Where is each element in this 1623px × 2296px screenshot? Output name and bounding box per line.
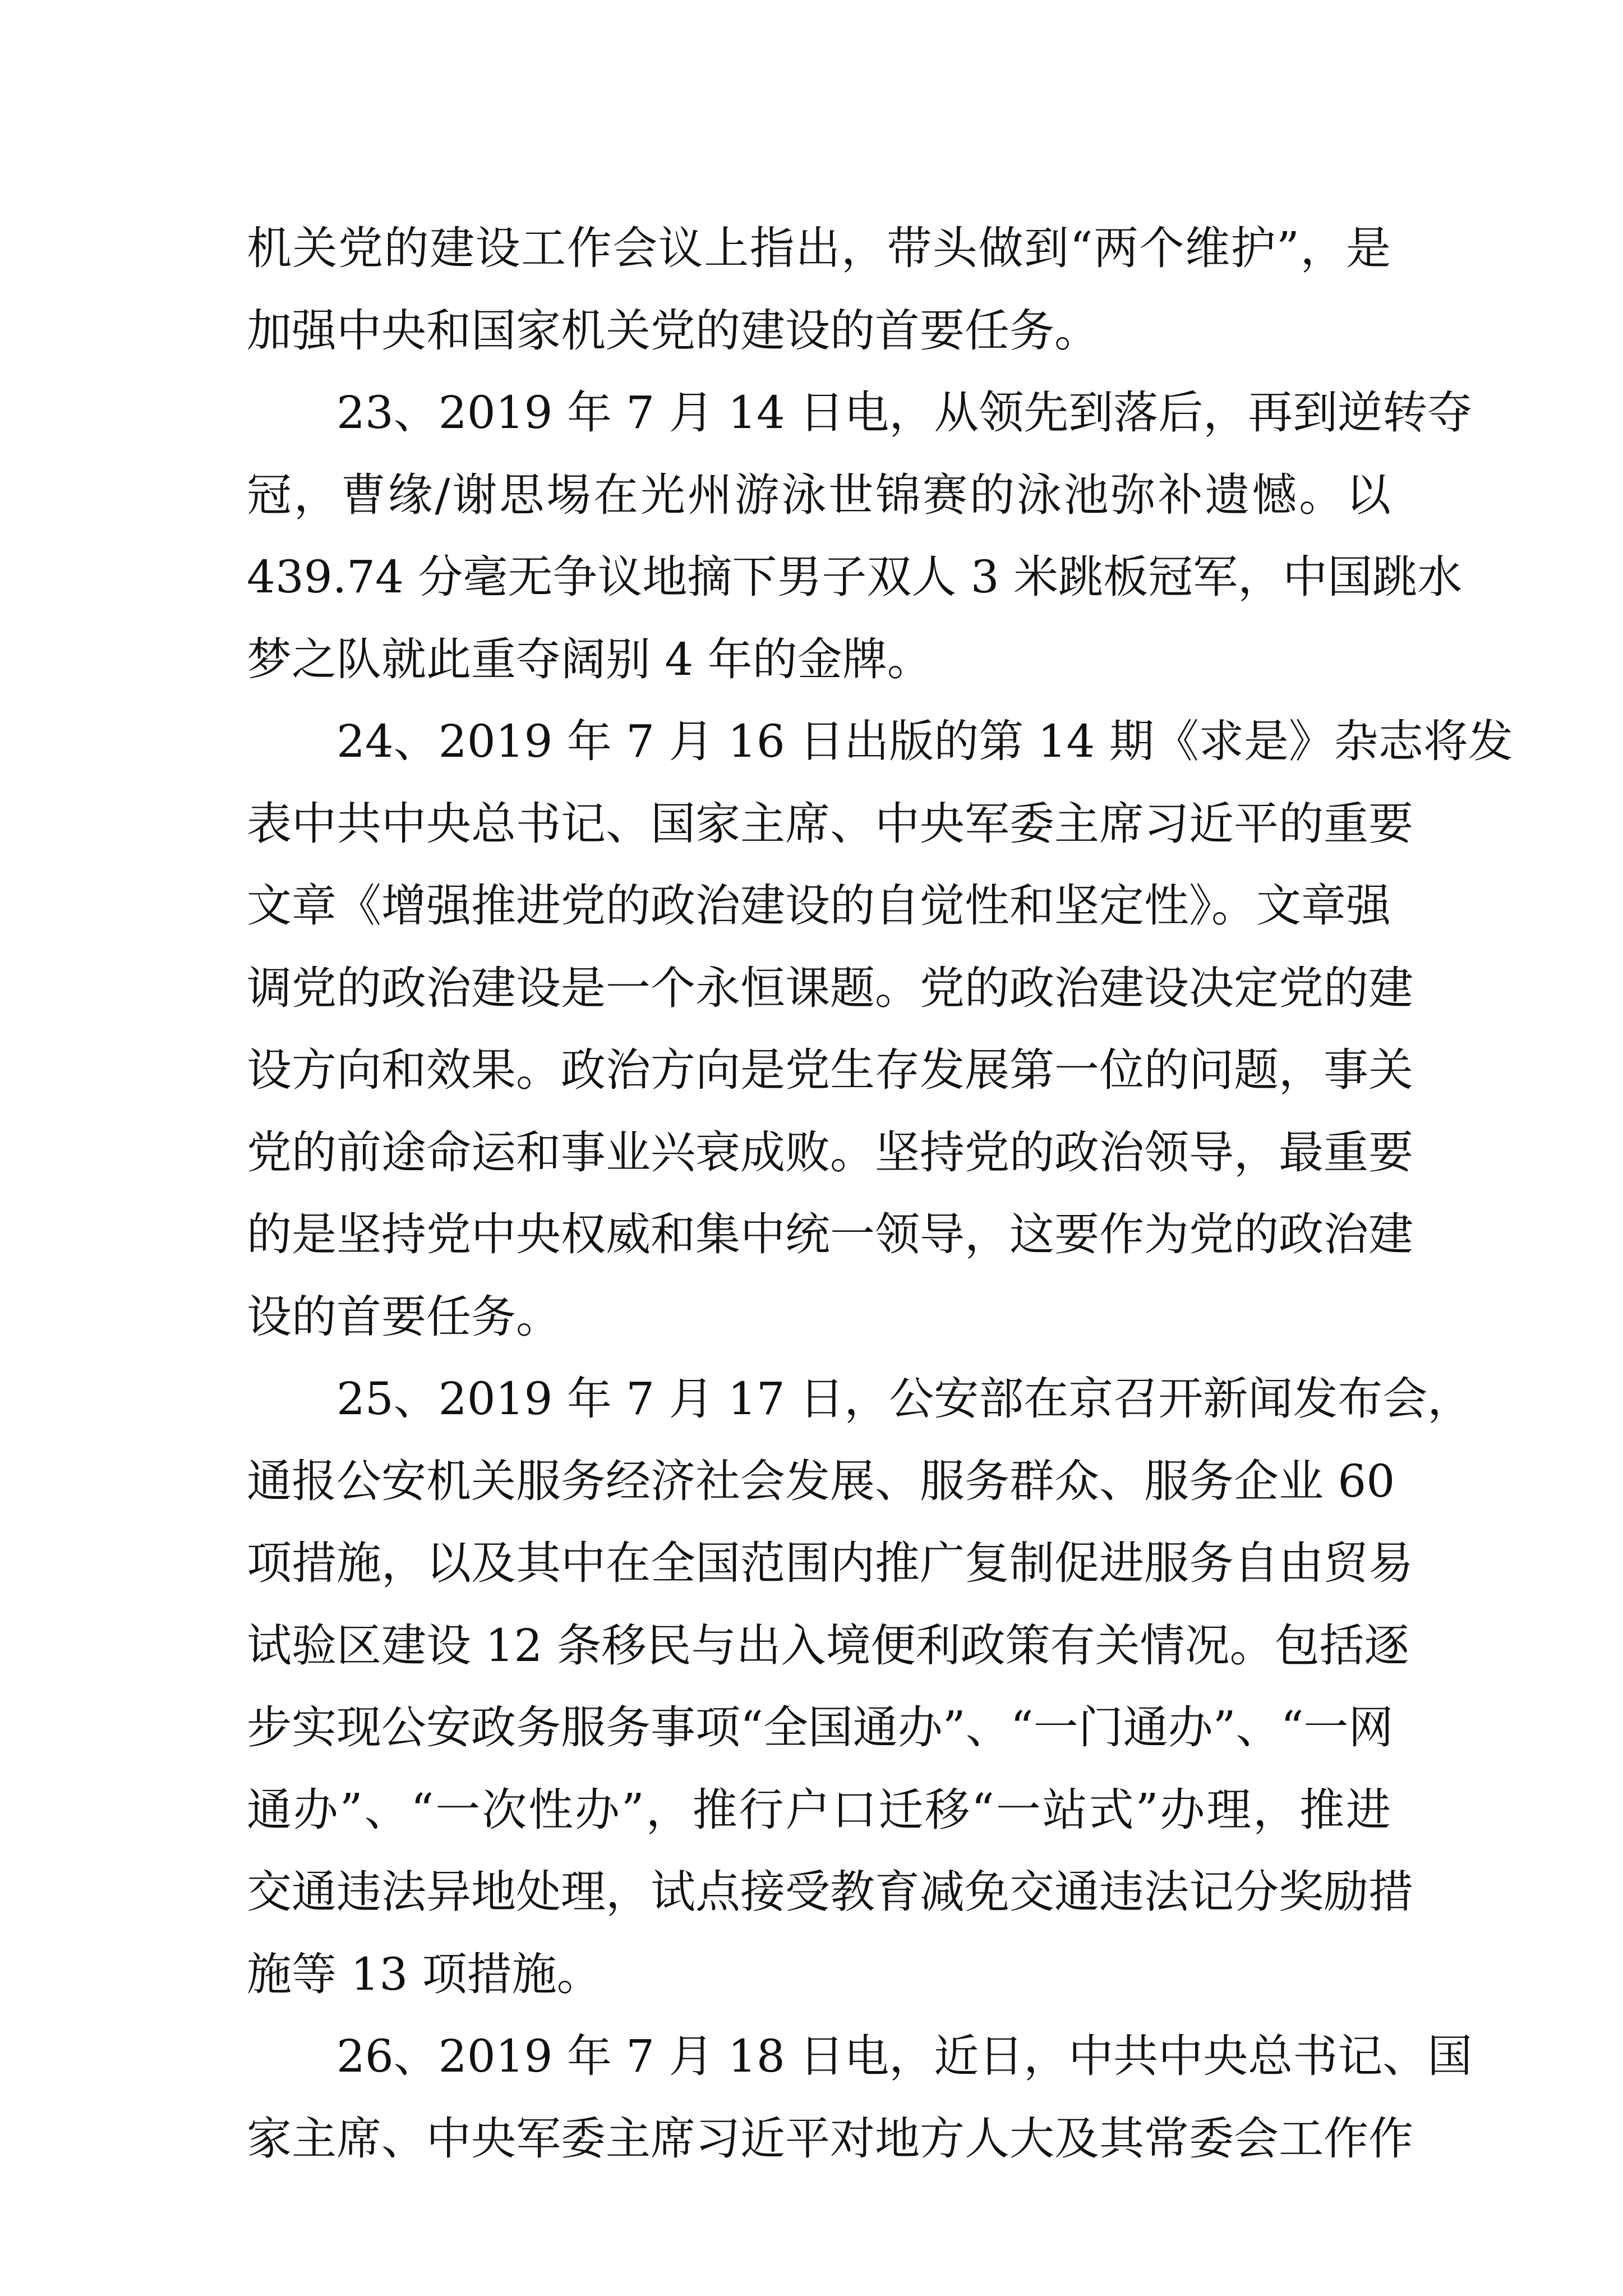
text-line: 施等 13 项措施。 bbox=[247, 1948, 602, 2000]
text-line: 家主席、中央军委主席习近平对地方人大及其常委会工作作 bbox=[247, 2112, 1413, 2165]
text-line: 26、2019 年 7 月 18 日电，近日，中共中央总书记、国 bbox=[336, 2030, 1473, 2082]
text-line: 冠，曹缘/谢思埸在光州游泳世锦赛的泳池弥补遗憾。以 bbox=[247, 468, 1391, 521]
text-line: 439.74 分毫无争议地摘下男子双人 3 米跳板冠军，中国跳水 bbox=[247, 551, 1463, 603]
text-line: 设的首要任务。 bbox=[247, 1290, 561, 1343]
paragraph-p24 bbox=[247, 701, 1513, 1358]
text-line: 项措施，以及其中在全国范围内推广复制促进服务自由贸易 bbox=[247, 1537, 1413, 1589]
text-line: 23、2019 年 7 月 14 日电，从领先到落后，再到逆转夺 bbox=[336, 386, 1473, 439]
text-line: 机关党的建设工作会议上指出，带头做到“两个维护”，是 bbox=[247, 222, 1391, 274]
paragraph-p22-tail bbox=[247, 208, 1391, 372]
text-line: 设方向和效果。政治方向是党生存发展第一位的问题，事关 bbox=[247, 1044, 1413, 1096]
text-line: 步实现公安政务服务事项“全国通办”、“一门通办”、“一网 bbox=[247, 1701, 1394, 1754]
text-line: 交通违法异地处理，试点接受教育减免交通违法记分奖励措 bbox=[247, 1866, 1413, 1918]
paragraph-p23 bbox=[247, 372, 1473, 701]
text-line: 文章《增强推进党的政治建设的自觉性和坚定性》。文章强 bbox=[247, 880, 1391, 932]
paragraph-p25 bbox=[247, 1358, 1473, 2016]
paragraph-p26 bbox=[247, 2016, 1473, 2180]
text-line: 加强中央和国家机关党的建设的首要任务。 bbox=[247, 304, 1099, 357]
text-line: 梦之队就此重夺阔别 4 年的金牌。 bbox=[247, 633, 932, 685]
text-line: 试验区建设 12 条移民与出入境便利政策有关情况。包括逐 bbox=[247, 1619, 1409, 1672]
text-line: 24、2019 年 7 月 16 日出版的第 14 期《求是》杂志将发 bbox=[336, 715, 1513, 767]
text-line: 表中共中央总书记、国家主席、中央军委主席习近平的重要 bbox=[247, 797, 1413, 850]
text-line: 党的前途命运和事业兴衰成败。坚持党的政治领导，最重要 bbox=[247, 1126, 1413, 1179]
text-line: 通报公安机关服务经济社会发展、服务群众、服务企业 60 bbox=[247, 1455, 1395, 1507]
text-line: 25、2019 年 7 月 17 日，公安部在京召开新闻发布会， bbox=[336, 1373, 1473, 1425]
text-line: 通办”、“一次性办”，推行户口迁移“一站式”办理，推进 bbox=[247, 1783, 1391, 1836]
document-body bbox=[247, 208, 1513, 2180]
text-line: 的是坚持党中央权威和集中统一领导，这要作为党的政治建 bbox=[247, 1208, 1413, 1260]
text-line: 调党的政治建设是一个永恒课题。党的政治建设决定党的建 bbox=[247, 961, 1413, 1014]
